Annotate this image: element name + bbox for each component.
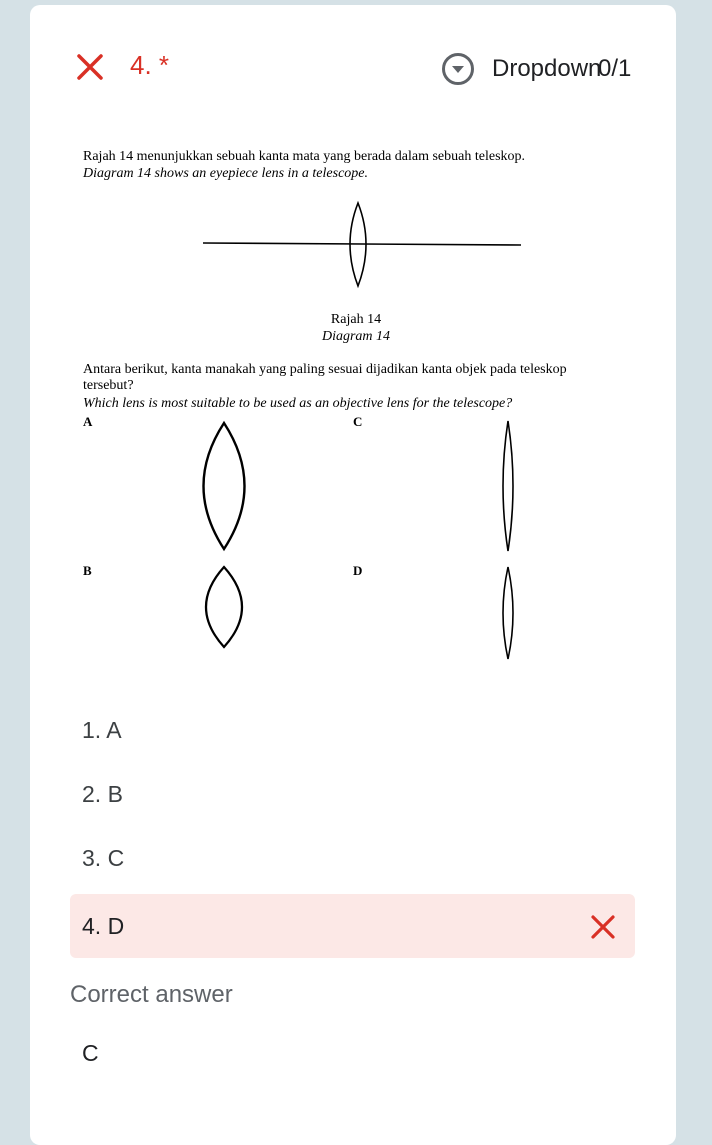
wrong-answer-icon [589,913,617,941]
lens-option-d [503,567,513,659]
question-text-malay: Rajah 14 menunjukkan sebuah kanta mata yang berada dalam sebuah teleskop. [83,149,526,164]
lens-option-a [204,423,245,549]
prompt-english: Which lens is most suitable to be used as an objective lens for the telescope? [83,396,513,411]
choice-option[interactable]: 1. A [82,717,122,743]
correct-answer-title: Correct answer [70,981,233,1008]
question-type-label: Dropdown [492,55,602,82]
choice-option[interactable]: 3. C [82,845,125,871]
lens-option-c [503,421,513,551]
selected-choice-label: 4. D [82,913,125,939]
option-letter-d: D [353,563,363,578]
diagram-caption-english: Diagram 14 [321,329,391,344]
choice-option[interactable]: 2. B [82,781,123,807]
eyepiece-lens-figure [203,203,521,286]
option-letter-c: C [353,414,363,429]
option-letter-a: A [83,414,93,429]
selected-wrong-choice[interactable] [70,894,635,958]
correct-answer-value: C [82,1040,99,1066]
prompt-malay: Antara berikut, kanta manakah yang paling sesuai dijadikan kanta objek pada teleskop tersebut? [83,362,567,393]
diagram-caption-malay: Rajah 14 [330,312,382,327]
lens-option-b [206,567,242,647]
score-label: 0/1 [598,55,632,82]
option-letter-b: B [83,563,92,578]
question-text-english: Diagram 14 shows an eyepiece lens in a telescope. [83,166,368,181]
question-number: 4. * [130,50,170,80]
